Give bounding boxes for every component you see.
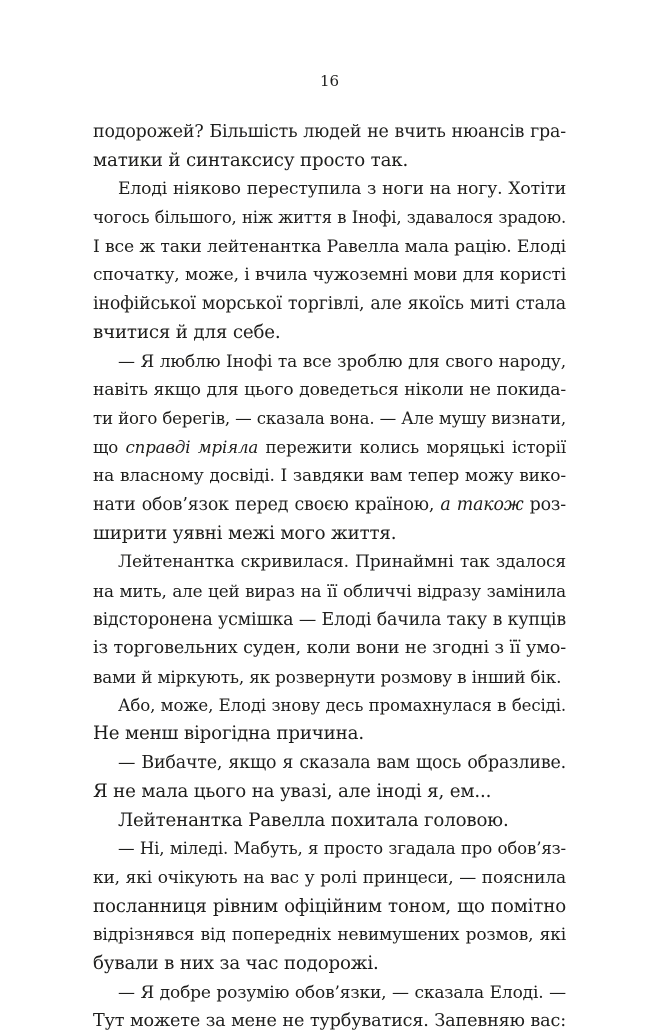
page-number: 16 xyxy=(319,72,340,90)
text-line xyxy=(93,864,566,893)
text-segment: на власному досвіді. І завдяки вам тепер можу вико- xyxy=(93,466,566,487)
text-line xyxy=(93,175,566,204)
text-segment: відсторонена усмішка — Елоді бачила таку в купців xyxy=(93,609,566,630)
text-line xyxy=(93,835,566,864)
text-line xyxy=(93,261,566,290)
text-segment: Або, може, Елоді знову десь промахнулася в бесіді. xyxy=(118,695,566,715)
text-line xyxy=(93,233,566,262)
text-line xyxy=(93,979,566,1008)
text-segment: пережити колись моряцькі історії xyxy=(258,437,566,457)
text-segment: бували в них за час подорожі. xyxy=(93,952,379,974)
text-segment: подорожей? Більшість людей не вчить нюансів гра- xyxy=(93,122,566,142)
italic-text: справді мріяла xyxy=(125,437,259,457)
text-segment: роз- xyxy=(523,494,566,515)
text-segment: чогось більшого, ніж життя в Інофі, здавалося зрадою. xyxy=(93,208,566,228)
text-segment: посланниця рівним офіційним тоном, що помітно xyxy=(93,895,566,917)
text-line xyxy=(93,434,566,463)
text-segment: вами й міркують, як розвернути розмову в інший бік. xyxy=(93,667,562,688)
text-segment: І все ж таки лейтенантка Равелла мала рацію. Елоді xyxy=(93,236,566,257)
text-segment: — Ні, міледі. Мабуть, я просто згадала про обов’яз- xyxy=(118,839,566,859)
text-line xyxy=(93,720,566,749)
text-line xyxy=(93,319,566,348)
body-text xyxy=(93,118,566,1036)
text-segment: спочатку, може, і вчила чужоземні мови для користі xyxy=(93,265,566,286)
text-line xyxy=(93,663,566,692)
text-segment: Лейтенантка Равелла похитала головою. xyxy=(118,809,509,831)
text-segment: ширити уявні межі мого життя. xyxy=(93,522,397,544)
text-segment: на мить, але цей вираз на її обличчі відразу замінила xyxy=(93,581,566,601)
text-line xyxy=(93,634,566,663)
text-segment: навіть якщо для цього доведеться ніколи не покида- xyxy=(93,380,566,401)
text-line xyxy=(93,290,566,319)
text-line xyxy=(93,204,566,233)
text-segment: відрізнявся від попередніх невимушених розмов, які xyxy=(93,925,566,946)
text-segment: Не менш вірогідна причина. xyxy=(93,723,364,745)
text-segment: — Я добре розумію обов’язки, — сказала Елоді. — xyxy=(118,982,566,1003)
text-line xyxy=(93,348,566,377)
text-segment: — Я люблю Інофі та все зроблю для свого народу, xyxy=(118,351,566,372)
text-segment: матики й синтаксису просто так. xyxy=(93,149,409,171)
text-line xyxy=(93,548,566,577)
text-segment: Тут можете за мене не турбуватися. Запевняю вас: xyxy=(93,1011,566,1032)
text-line xyxy=(93,893,566,922)
text-line xyxy=(93,749,566,778)
text-line xyxy=(93,807,566,836)
text-line xyxy=(93,462,566,491)
text-line xyxy=(93,118,566,147)
text-segment: інофійської морської торгівлі, але якоїсь миті стала xyxy=(93,294,566,315)
text-line xyxy=(93,606,566,635)
text-line xyxy=(93,921,566,950)
text-line xyxy=(93,950,566,979)
text-line xyxy=(93,491,566,520)
text-segment: нати обов’язок перед своєю країною, xyxy=(93,494,441,515)
text-line xyxy=(93,778,566,807)
text-line xyxy=(93,405,566,434)
text-segment: що xyxy=(93,437,126,457)
text-line xyxy=(93,520,566,549)
text-segment: Лейтенантка скривилася. Принаймні так здалося xyxy=(118,552,566,573)
text-line xyxy=(93,1007,566,1036)
text-line xyxy=(93,692,566,721)
text-line xyxy=(93,376,566,405)
text-line xyxy=(93,577,566,606)
text-segment: Елоді ніяково переступила з ноги на ногу. Хотіти xyxy=(118,179,566,200)
italic-text: а також xyxy=(440,494,524,515)
text-segment: ки, які очікують на вас у ролі принцеси, — пояснила xyxy=(93,867,566,888)
text-segment: Я не мала цього на увазі, але іноді я, ем... xyxy=(93,780,492,802)
text-segment: — Вибачте, якщо я сказала вам щось образливе. xyxy=(118,753,566,774)
text-line xyxy=(93,147,566,176)
text-segment: із торговельних суден, коли вони не згодні з її умо- xyxy=(93,638,566,659)
text-segment: ти його берегів, — сказала вона. — Але мушу визнати, xyxy=(93,408,566,428)
text-segment: вчитися й для себе. xyxy=(93,321,281,343)
